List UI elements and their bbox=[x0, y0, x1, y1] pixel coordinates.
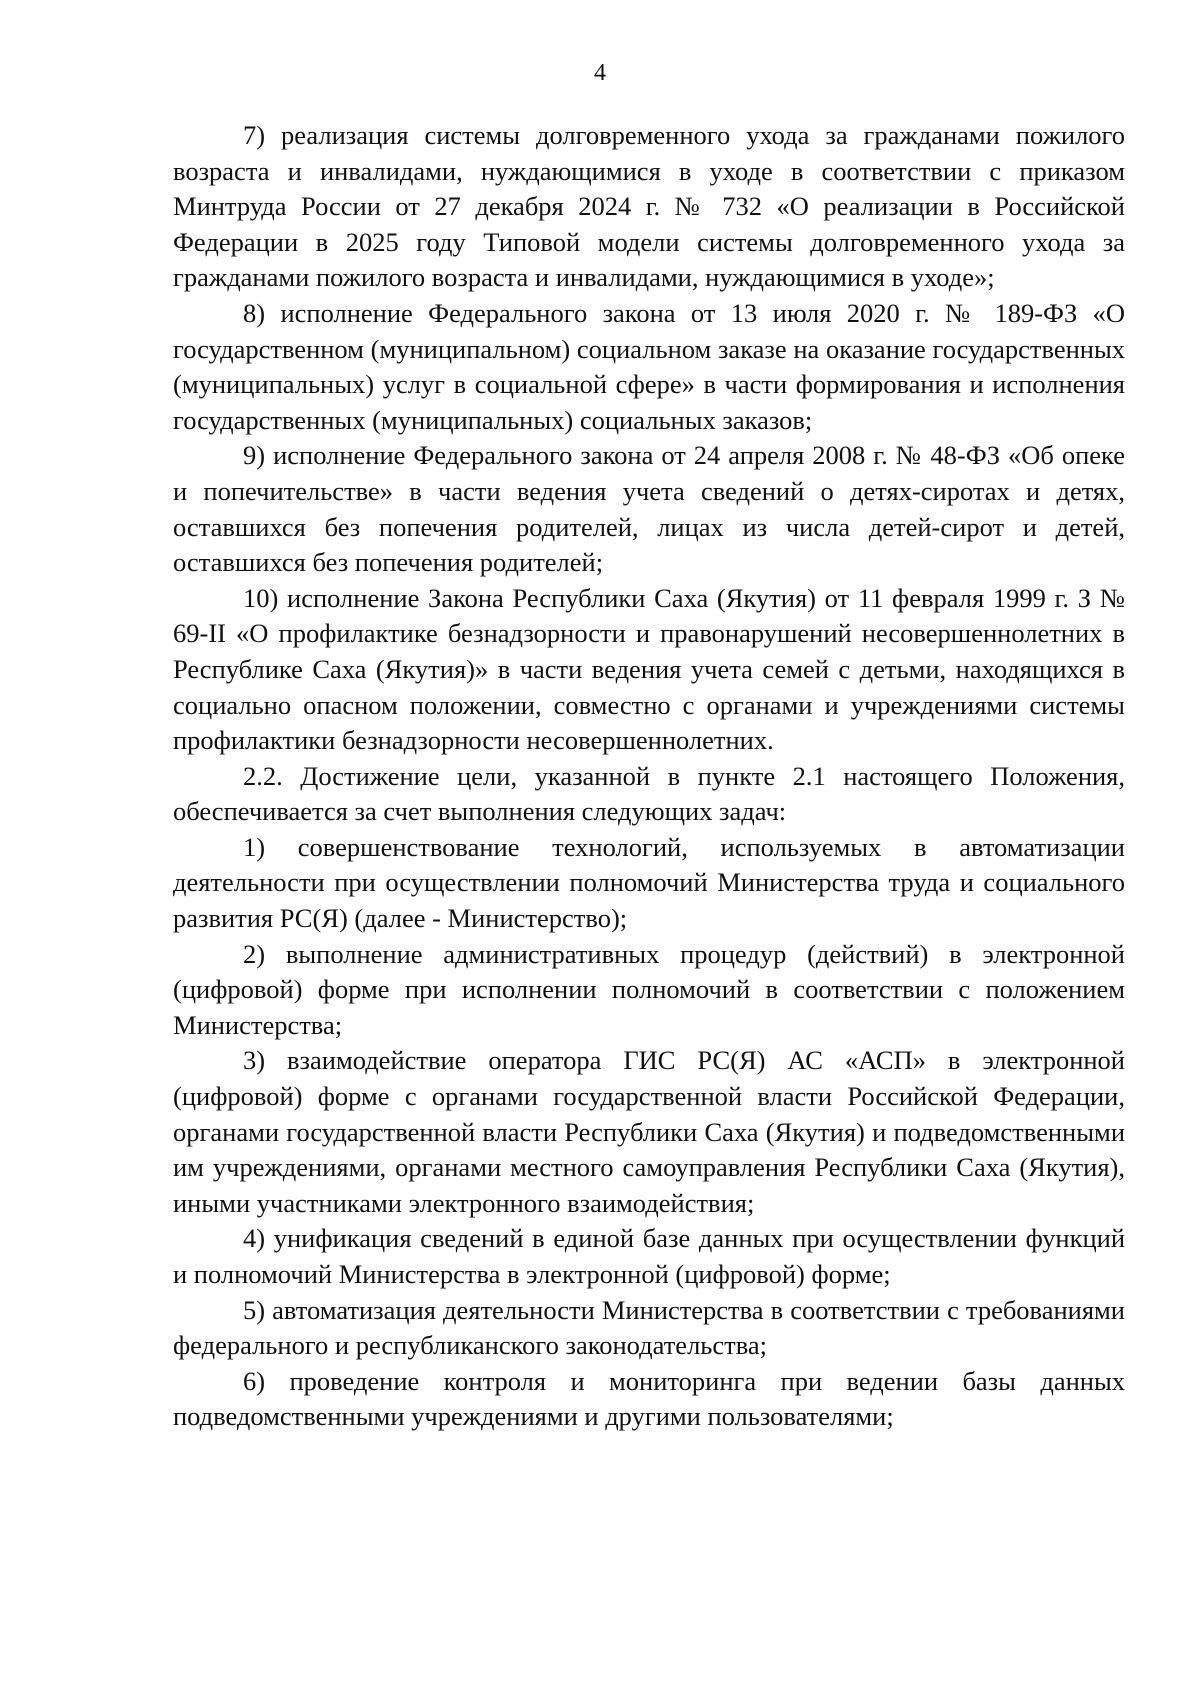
paragraph-item-10: 10) исполнение Закона Республики Саха (Якутия) от 11 февраля 1999 г. З № 69-II «О профилактике безнадзорности и правонарушений несовершеннолетних в Республике Саха (Якутия)» в части ведения учета семей с детьми, находящихся в социально опасном положении, совместно с органами и учреждениями системы профилактики безнадзорности несовершеннолетних. bbox=[173, 582, 1125, 756]
paragraph-task-3: 3) взаимодействие оператора ГИС РС(Я) АС «АСП» в электронной (цифровой) форме с органами государственной власти Российской Федерации, органами государственной власти Республики Саха (Якутия) и подведомственными им учреждениями, органами местного самоуправления Республики Саха (Якутия), иными участниками электронного взаимодействия; bbox=[173, 1045, 1125, 1218]
paragraph-task-1: 1) совершенствование технологий, используемых в автоматизации деятельности при осуществлении полномочий Министерства труда и социального развития РС(Я) (далее - Министерство); bbox=[173, 831, 1125, 934]
paragraph-item-9: 9) исполнение Федерального закона от 24 апреля 2008 г. № 48-ФЗ «Об опеке и попечительстве» в части ведения учета сведений о детях-сиротах и детях, оставшихся без попечения родителей, лицах из числа детей-сирот и детей, оставшихся без попечения родителей; bbox=[173, 440, 1125, 578]
paragraph-task-4: 4) унификация сведений в единой базе данных при осуществлении функций и полномочий Министерства в электронной (цифровой) форме; bbox=[173, 1223, 1125, 1289]
paragraph-item-8: 8) исполнение Федерального закона от 13 июля 2020 г. № 189-ФЗ «О государственном (муниципальном) социальном заказе на оказание государственных (муниципальных) услуг в социальной сфере» в части формирования и исполнения государственных (муниципальных) социальных заказов; bbox=[173, 297, 1125, 435]
paragraph-task-6: 6) проведение контроля и мониторинга при ведении базы данных подведомственными учреждениями и другими пользователями; bbox=[173, 1365, 1125, 1432]
paragraph-section-2-2: 2.2. Достижение цели, указанной в пункте 2.1 настоящего Положения, обеспечивается за счет выполнения следующих задач: bbox=[173, 760, 1125, 827]
paragraph-task-5: 5) автоматизация деятельности Министерства в соответствии с требованиями федерального и республиканского законодательства; bbox=[173, 1294, 1125, 1361]
paragraph-task-2: 2) выполнение административных процедур (действий) в электронной (цифровой) форме при исполнении полномочий в соответствии с положением Министерства; bbox=[173, 938, 1125, 1040]
page-number: 4 bbox=[594, 60, 606, 86]
paragraph-item-7: 7) реализация системы долговременного ухода за гражданами пожилого возраста и инвалидами, нуждающимися в уходе в соответствии с приказом Минтруда России от 27 декабря 2024 г. № 732 «О реализации в Российской Федерации в 2025 году Типовой модели системы долговременного ухода за гражданами пожилого возраста и инвалидами, нуждающимися в уходе»; bbox=[173, 120, 1125, 293]
document-body bbox=[173, 118, 1125, 1435]
